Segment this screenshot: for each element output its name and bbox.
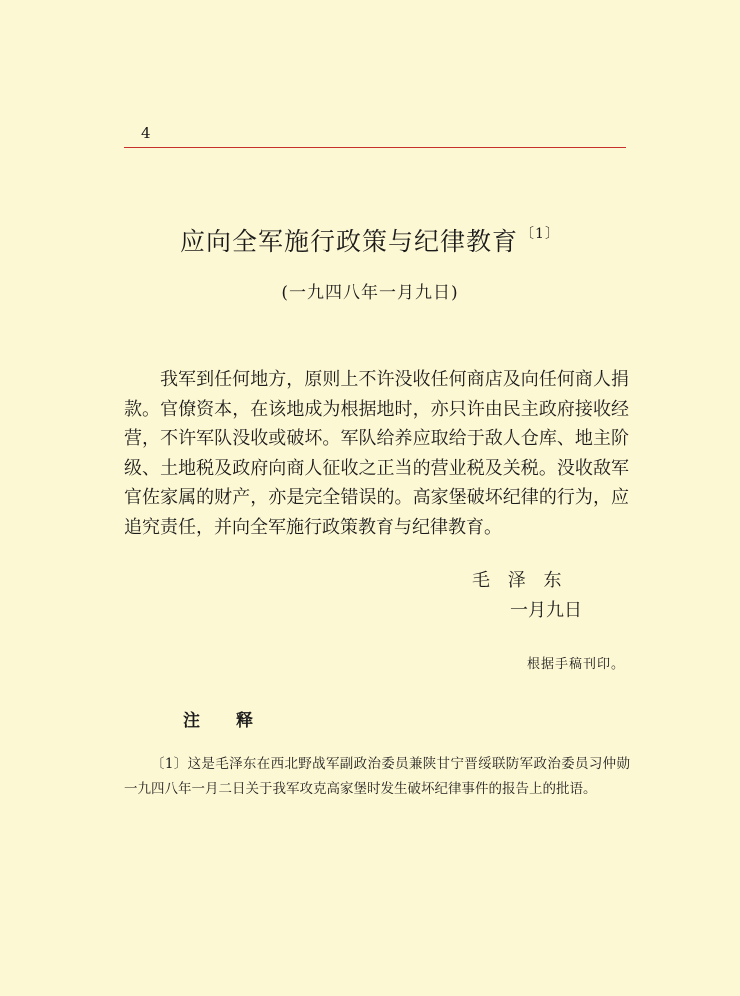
article-date: (一九四八年一月九日) [281, 283, 459, 303]
article-title-text: 应向全军施行政策与纪律教育 [180, 227, 519, 256]
signature-date: 一月九日 [510, 600, 582, 621]
page-number: 4 [141, 124, 151, 142]
notes-heading: 注释 [183, 711, 289, 731]
source-note: 根据手稿刊印。 [526, 657, 625, 672]
header-rule [124, 147, 626, 148]
article-title [0, 222, 740, 258]
article-body: 我军到任何地方，原则上不许没收任何商店及向任何商人捐款。官僚资本，在该地成为根据地时，亦只许由民主政府接收经营，不许军队没收或破坏。军队给养应取给于敌人仓库、地主阶级、土地税及政府向商人征收之正当的营业税及关税。没收敌军官佐家属的财产，亦是完全错误的。高家堡破坏纪律的行为，应追究责任，并向全军施行政策教育与纪律教育。 [124, 369, 629, 538]
author-signature: 毛 泽 东 [472, 570, 564, 591]
footnote-1: 〔1〕这是毛泽东在西北野战军副政治委员兼陕甘宁晋绥联防军政治委员习仲勋一九四八年一月二日关于我军攻克高家堡时发生破坏纪律事件的报告上的批语。 [124, 756, 630, 797]
title-note-marker[interactable]: 〔1〕 [520, 226, 560, 242]
